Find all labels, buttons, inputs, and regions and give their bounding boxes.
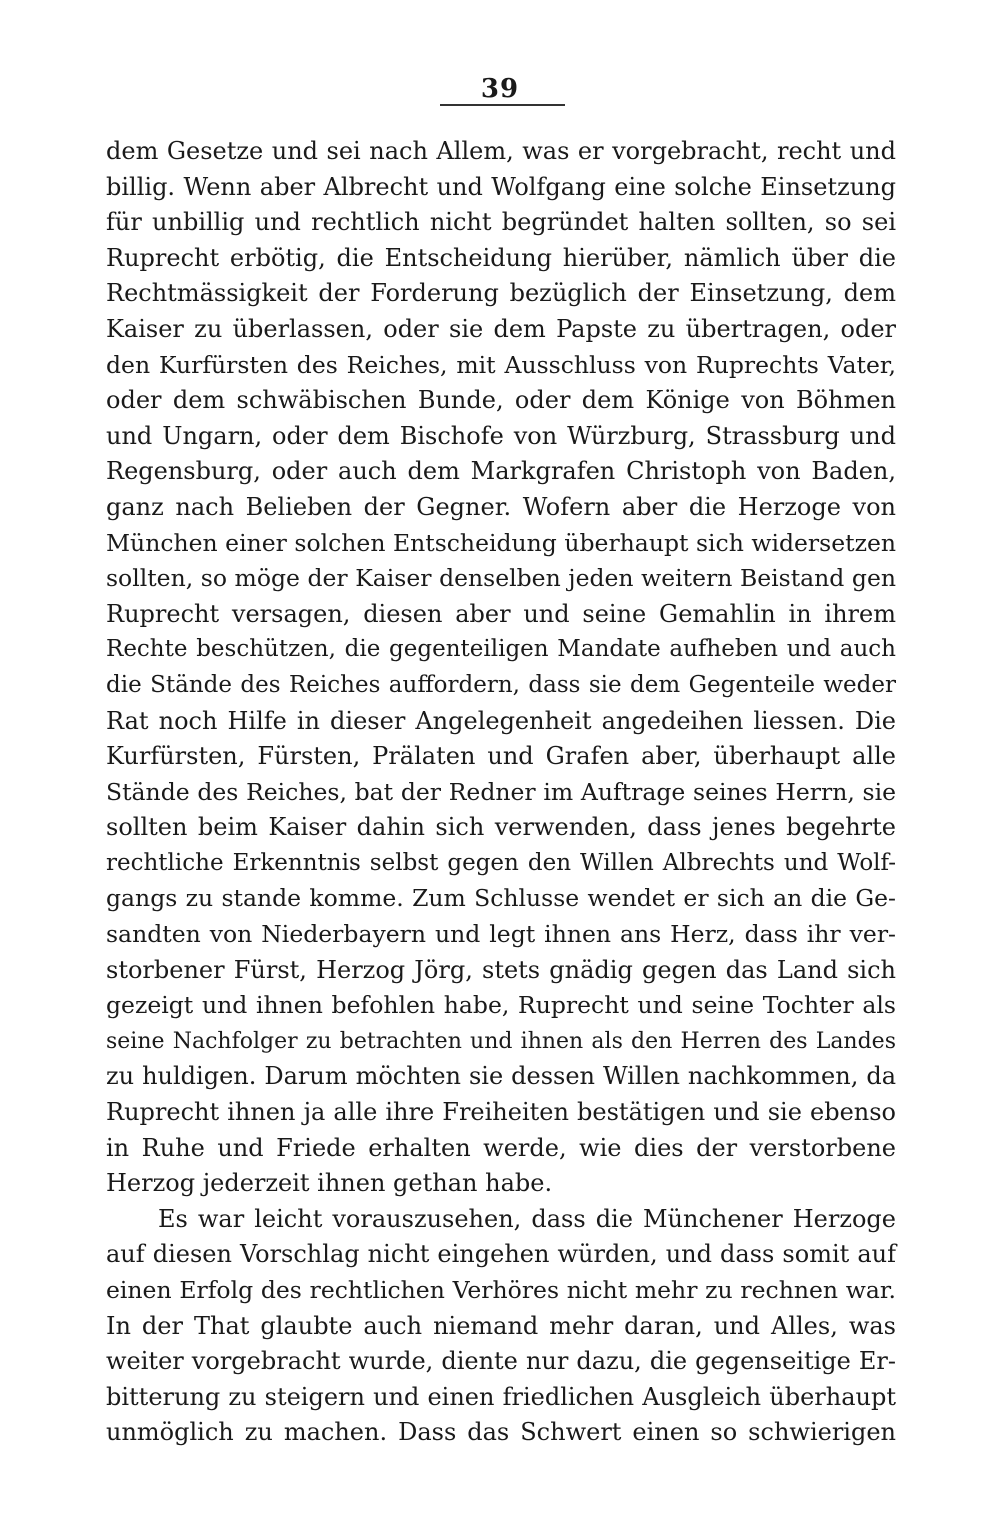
text-line: gangs zu stande komme. Zum Schlusse wendet er sich an die Ge- [106,884,896,913]
text-line: unmöglich zu machen. Dass das Schwert einen so schwierigen [106,1418,896,1447]
text-line: für unbillig und rechtlich nicht begründet halten sollten, so sei [106,208,896,237]
text-line: einen Erfolg des rechtlichen Verhöres nicht mehr zu rechnen war. [106,1276,896,1304]
body-text [106,134,896,1451]
text-line: weiter vorgebracht wurde, diente nur dazu, die gegenseitige Er- [106,1347,896,1376]
text-line: Rat noch Hilfe in dieser Angelegenheit angedeihen liessen. Die [106,706,896,735]
text-line: billig. Wenn aber Albrecht und Wolfgang eine solche Einsetzung [106,172,896,201]
text-line: zu huldigen. Darum möchten sie dessen Willen nachkommen, da [106,1062,896,1091]
text-line: storbener Fürst, Herzog Jörg, stets gnädig gegen das Land sich [106,955,896,984]
text-line: Ruprecht erbötig, die Entscheidung hierüber, nämlich über die [106,243,896,272]
text-line: dem Gesetze und sei nach Allem, was er vorgebracht, recht und [106,137,896,165]
text-line: sandten von Niederbayern und legt ihnen ans Herz, dass ihr ver- [106,920,896,949]
text-line: In der That glaubte auch niemand mehr daran, und Alles, was [106,1311,896,1340]
text-line: und Ungarn, oder dem Bischofe von Würzburg, Strassburg und [106,421,896,450]
text-line: sollten, so möge der Kaiser denselben jeden weitern Beistand gen [106,564,896,593]
text-line: Kaiser zu überlassen, oder sie dem Papste zu übertragen, oder [106,314,896,343]
text-line: Ruprecht ihnen ja alle ihre Freiheiten bestätigen und sie ebenso [106,1098,896,1127]
text-line: den Kurfürsten des Reiches, mit Ausschluss von Ruprechts Vater, [106,350,896,379]
page-number-rule [440,104,565,106]
text-line: bitterung zu steigern und einen friedlichen Ausgleich überhaupt [106,1382,896,1411]
text-line: rechtliche Erkenntnis selbst gegen den Willen Albrechts und Wolf- [106,849,896,876]
text-line: Kurfürsten, Fürsten, Prälaten und Grafen aber, überhaupt alle [106,742,896,771]
text-line: Herzog jederzeit ihnen gethan habe. [106,1169,553,1198]
text-line: Regensburg, oder auch dem Markgrafen Christoph von Baden, [106,457,896,486]
text-line: ganz nach Belieben der Gegner. Wofern aber die Herzoge von [106,492,896,521]
text-line: gezeigt und ihnen befohlen habe, Ruprecht und seine Tochter als [106,991,896,1020]
text-line: Rechtmässigkeit der Forderung bezüglich der Einsetzung, dem [106,279,896,308]
text-line: die Stände des Reiches auffordern, dass sie dem Gegenteile weder [106,671,896,698]
text-line: seine Nachfolger zu betrachten und ihnen als den Herren des Landes [106,1028,896,1054]
page-number: 39 [480,74,520,104]
text-line: Ruprecht versagen, diesen aber und seine Gemahlin in ihrem [106,599,896,628]
text-line: Stände des Reiches, bat der Redner im Auftrage seines Herrn, sie [106,777,896,806]
text-line: auf diesen Vorschlag nicht eingehen würden, und dass somit auf [106,1240,896,1269]
text-line: Es war leicht vorauszusehen, dass die Münchener Herzoge [158,1204,896,1233]
text-line: oder dem schwäbischen Bunde, oder dem Könige von Böhmen [106,386,896,415]
text-line: Rechte beschützen, die gegenteiligen Mandate aufheben und auch [106,636,896,663]
text-line: sollten beim Kaiser dahin sich verwenden, dass jenes begehrte [106,813,896,842]
text-line: München einer solchen Entscheidung überhaupt sich widersetzen [106,528,896,557]
text-line: in Ruhe und Friede erhalten werde, wie dies der verstorbene [106,1133,896,1162]
